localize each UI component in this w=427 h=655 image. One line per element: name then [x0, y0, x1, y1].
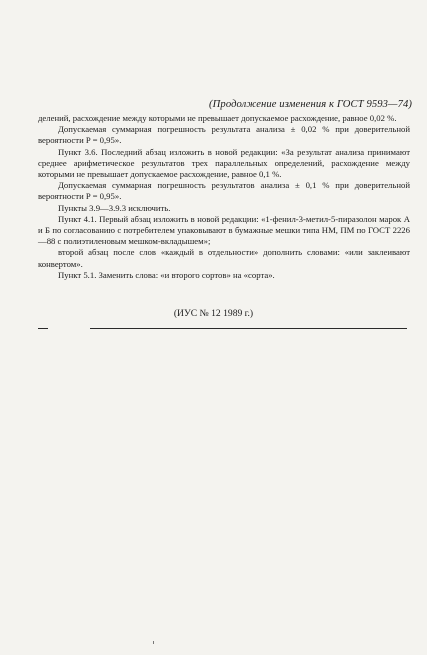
paragraph: Пункт 5.1. Заменить слова: «и второго сортов» на «сорта». — [58, 269, 275, 280]
paragraph: Допускаемая суммарная погрешность результата анализа ± 0,02 % при доверительной вероятности P = 0,95». — [38, 124, 410, 146]
divider-line — [90, 328, 407, 329]
short-divider — [38, 328, 48, 329]
paragraph: делений, расхождение между которыми не превышает допускаемое расхождение, равное 0,02 %. — [38, 113, 397, 123]
paragraph: Пункты 3.9—3.9.3 исключить. — [58, 202, 171, 213]
paragraph: Допускаемая суммарная погрешность результатов анализа ± 0,1 % при доверительной вероятности P = 0,95». — [38, 180, 410, 202]
paragraph: Пункт 3.6. Последний абзац изложить в новой редакции: «За результат анализа принимают среднее арифметическое результатов трех параллельных определений, расхождение между которыми не превышает допускаемое расхождение, равное 0,1 %. — [38, 146, 410, 180]
ius-reference: (ИУС № 12 1989 г.) — [173, 308, 254, 319]
paragraph: второй абзац после слов «каждый в отдельности» дополнить словами: «или заклеивают конвертом». — [38, 247, 410, 269]
continuation-header: (Продолжение изменения к ГОСТ 9593—74) — [209, 99, 412, 110]
page-mark — [153, 641, 154, 644]
document-body — [38, 113, 410, 281]
paragraph: Пункт 4.1. Первый абзац изложить в новой редакции: «1-фенил-3-метил-5-пиразолон марок А и Б по согласованию с потребителем упаковывают в бумажные мешки типа НМ, ПМ по ГОСТ 2226—88 с полиэтиленовым мешком-вкладышем»; — [38, 213, 410, 247]
